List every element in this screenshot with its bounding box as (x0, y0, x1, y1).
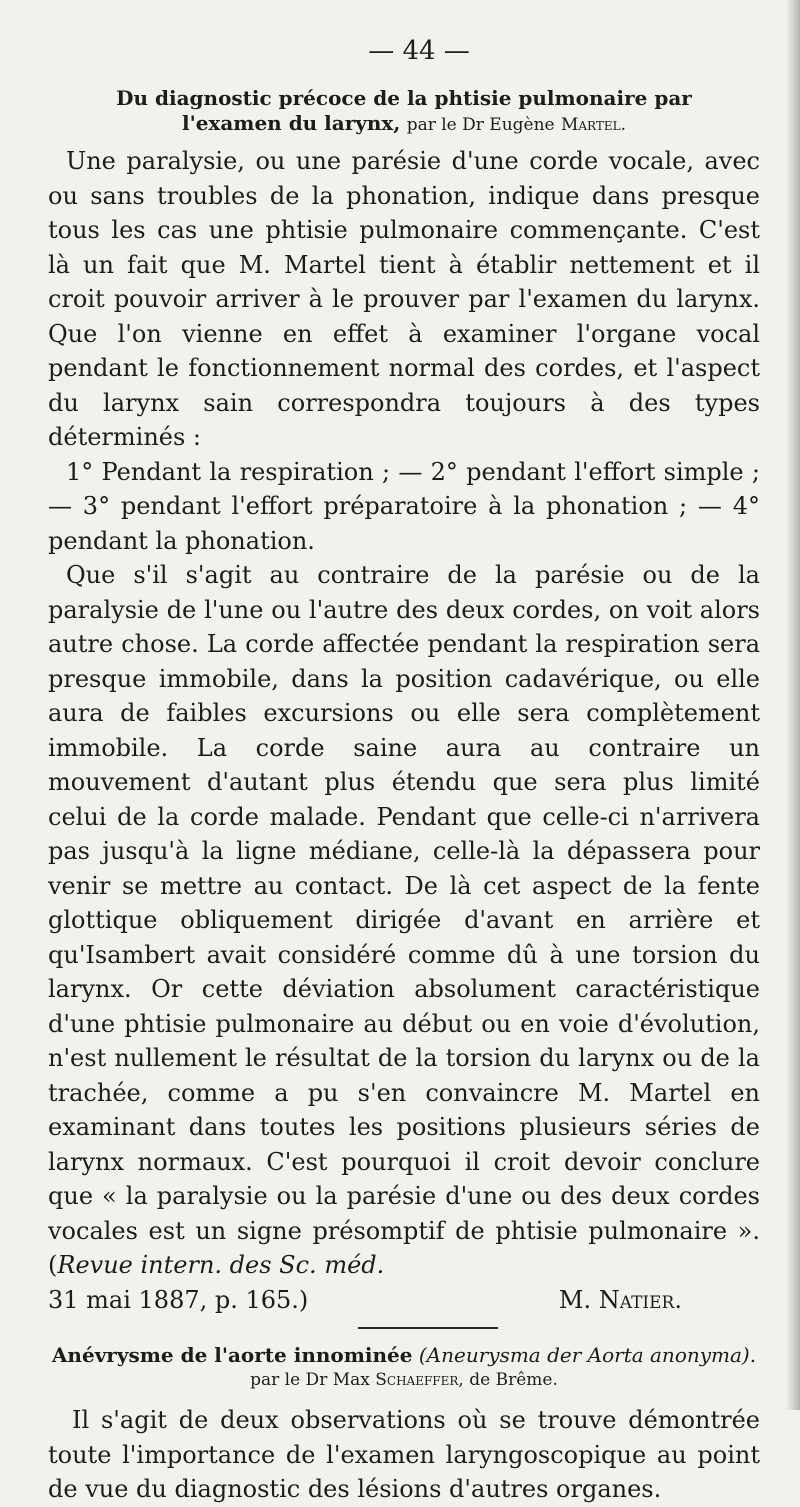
article2-place: de Brême. (469, 1370, 558, 1390)
page-edge-shadow (786, 0, 800, 1410)
reviewer-prefix: M. (558, 1285, 592, 1314)
source-prefix: ( (48, 1251, 58, 1279)
article1-title-line1: Du diagnostic précoce de la phtisie pulmonaire par (116, 86, 692, 110)
article2-title-latin: (Aneurysma der Aorta anonyma). (418, 1343, 757, 1367)
article2-byline: par le Dr Max (250, 1370, 370, 1390)
article2-heading (48, 1343, 760, 1393)
section-divider (358, 1327, 498, 1329)
article1-title-line2: l'examen du larynx, (181, 111, 401, 135)
article2-paragraph: Il s'agit de deux observations où se trouve démontrée toute l'importance de l'examen laryngoscopique au point de vue du diagnostic des lésions d'autres organes. (48, 1406, 760, 1503)
article1-signoff (48, 1283, 760, 1318)
source-journal: Revue intern. des Sc. méd. (57, 1251, 385, 1279)
article1-heading (48, 86, 760, 138)
reviewer-name: Natier. (598, 1285, 682, 1314)
article1-paragraph-1: Une paralysie, ou une parésie d'une corde vocale, avec ou sans troubles de la phonation, indique dans presque tous les cas une phtisie pulmonaire commençante. C'est là un fait que M. Martel tient à établir nettement et il croit pouvoir arriver à le prouver par l'examen du larynx. Que l'on vienne en effet à examiner l'organe vocal pendant le fonctionnement normal des cordes, et l'aspect du larynx sain correspondra toujours à des types déterminés : (48, 147, 760, 451)
article1-paragraph-3 (48, 558, 760, 1283)
article2-title: Anévrysme de l'aorte innominée (51, 1343, 413, 1367)
article1-body (48, 144, 760, 1283)
source-date: 31 mai 1887, p. 165.) (48, 1285, 309, 1314)
article1-author: Martel. (560, 115, 627, 135)
article2-author: Schaeffer, (375, 1370, 464, 1390)
reviewer-line (559, 1283, 682, 1318)
article1-paragraph-2: 1° Pendant la respiration ; — 2° pendant l'effort simple ; — 3° pendant l'effort préparatoire à la phonation ; — 4° pendant la phonation. (48, 457, 760, 555)
article1-paragraph-3-text: Que s'il s'agit au contraire de la parésie ou de la paralysie de l'une ou l'autre des deux cordes, on voit alors autre chose. La corde affectée pendant la respiration sera presque immobile, dans la position cadavérique, ou elle aura de faibles excursions ou elle sera complètement immobile. La corde saine aura au contraire un mouvement d'autant plus étendu que sera plus limité celui de la corde malade. Pendant que celle-ci n'arrivera pas jusqu'à la ligne médiane, celle-là la dépassera pour venir se mettre au contact. De là cet aspect de la fente glottique obliquement dirigée d'avant en arrière et qu'Isambert avait considéré comme dû à une torsion du larynx. Or cette déviation absolument caractéristique d'une phtisie pulmonaire au début ou en voie d'évolution, n'est nullement le résultat de la torsion du larynx ou de la trachée, comme a pu s'en convaincre M. Martel en examinant dans toutes les positions plusieurs séries de larynx normaux. C'est pourquoi il croit devoir conclure que « la paralysie ou la parésie d'une ou des deux cordes vocales est un signe présomptif de phtisie pulmonaire ». (48, 561, 760, 1245)
article1-byline: par le Dr Eugène (406, 115, 555, 135)
article2-body (48, 1403, 760, 1507)
page-number: — 44 — (368, 36, 470, 66)
